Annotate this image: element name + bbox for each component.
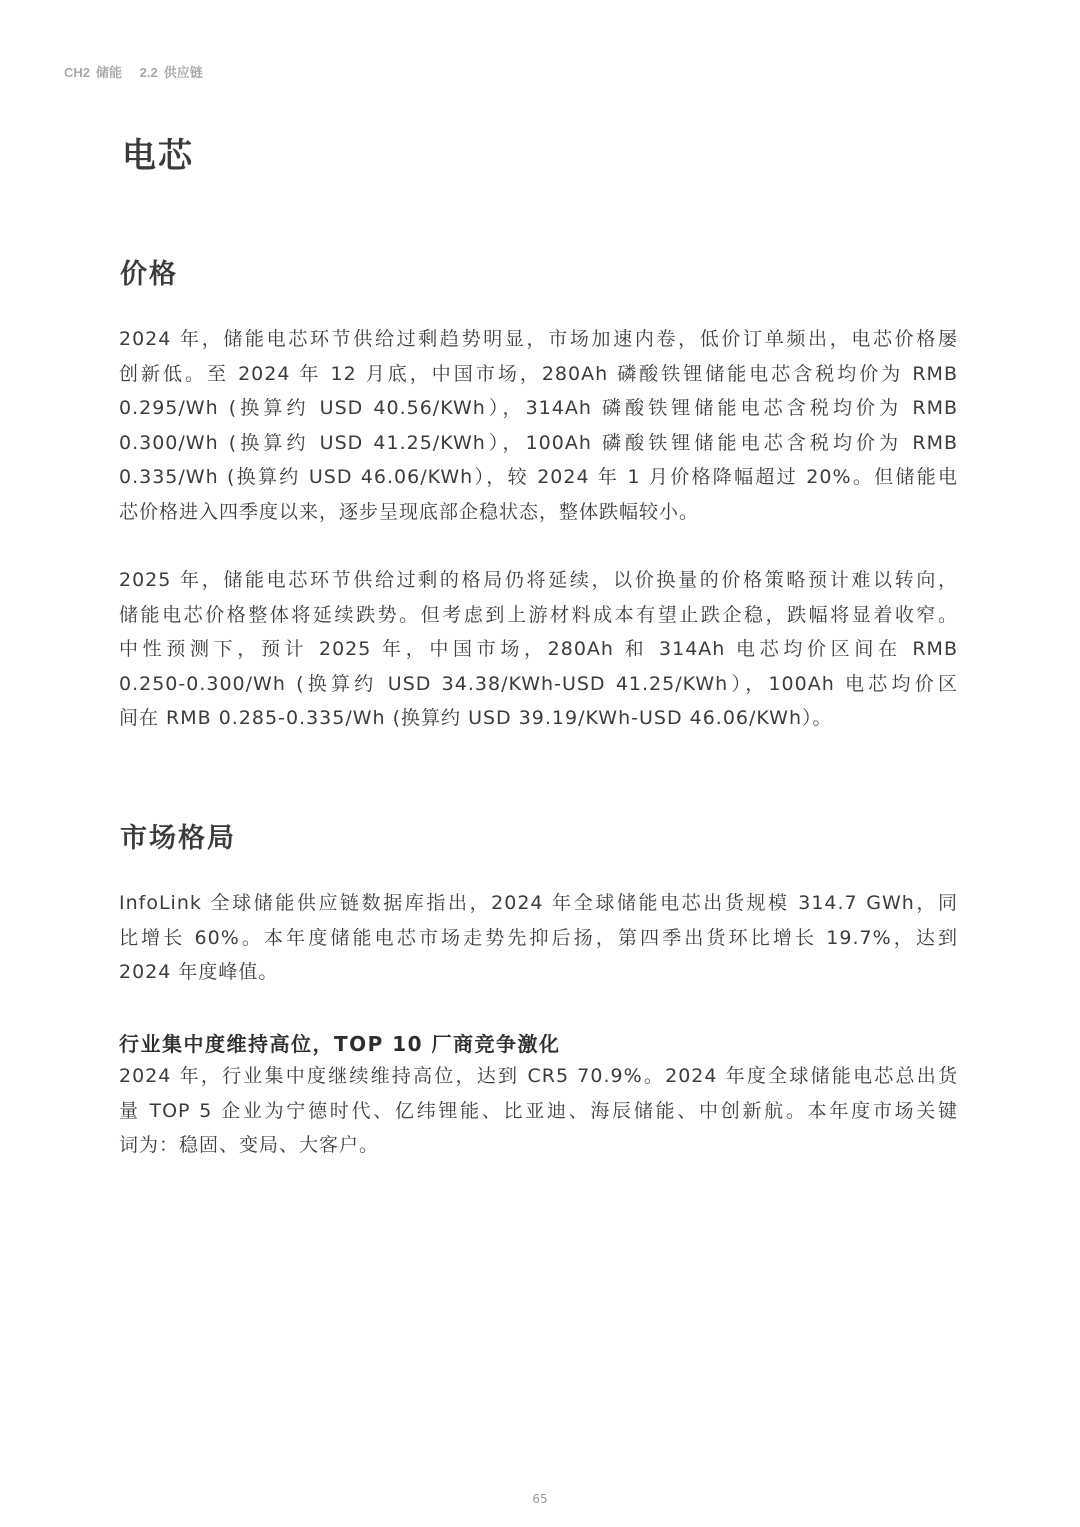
paragraph-market-1 bbox=[119, 886, 958, 990]
text-line: 储能电芯价格整体将延续跌势。但考虑到上游材料成本有望止跌企稳，跌幅将显着收窄。 bbox=[119, 603, 958, 626]
text-line: 间在 RMB 0.285-0.335/Wh (换算约 USD 39.19/KWh-USD 46.06/KWh）。 bbox=[119, 707, 833, 730]
breadcrumb-section-title: 供应链 bbox=[163, 65, 203, 80]
text-line: 量 TOP 5 企业为宁德时代、亿纬锂能、比亚迪、海辰储能、中创新航。本年度市场关键 bbox=[119, 1099, 958, 1122]
subheading-concentration: 行业集中度维持高位，TOP 10 厂商竞争激化 bbox=[119, 1032, 561, 1056]
text-line: 芯价格进入四季度以来，逐步呈现底部企稳状态，整体跌幅较小。 bbox=[119, 500, 700, 523]
paragraph-price-1 bbox=[119, 322, 958, 530]
text-line: 2024 年，储能电芯环节供给过剩趋势明显，市场加速内卷，低价订单频出，电芯价格屡 bbox=[119, 328, 958, 350]
page-number: 65 bbox=[532, 1492, 548, 1506]
breadcrumb bbox=[64, 62, 217, 81]
text-line: 创新低。至 2024 年 12 月底，中国市场，280Ah 磷酸铁锂储能电芯含税均价为 RMB bbox=[119, 362, 958, 385]
text-line: 0.335/Wh (换算约 USD 46.06/KWh），较 2024 年 1 月价格降幅超过 20%。但储能电 bbox=[119, 466, 958, 489]
breadcrumb-chapter-title: 储能 bbox=[96, 65, 123, 80]
text-line: 2024 年，行业集中度继续维持高位，达到 CR5 70.9%。2024 年度全球储能电芯总出货 bbox=[119, 1065, 958, 1087]
section-heading-market: 市场格局 bbox=[120, 823, 236, 854]
paragraph-concentration bbox=[119, 1059, 958, 1163]
text-line: 比增长 60%。本年度储能电芯市场走势先抑后扬，第四季出货环比增长 19.7%，达到 bbox=[119, 926, 958, 949]
text-line: 2025 年，储能电芯环节供给过剩的格局仍将延续，以价换量的价格策略预计难以转向， bbox=[119, 569, 958, 591]
text-line: 词为：稳固、变局、大客户。 bbox=[119, 1134, 380, 1157]
text-line: 0.295/Wh (换算约 USD 40.56/KWh），314Ah 磷酸铁锂储能电芯含税均价为 RMB bbox=[119, 397, 958, 420]
page-title: 电芯 bbox=[122, 136, 194, 176]
text-line: 0.300/Wh (换算约 USD 41.25/KWh），100Ah 磷酸铁锂储能电芯含税均价为 RMB bbox=[119, 431, 958, 454]
text-line: 中性预测下，预计 2025 年，中国市场，280Ah 和 314Ah 电芯均价区间在 RMB bbox=[119, 638, 958, 661]
breadcrumb-section: 2.2 bbox=[139, 65, 158, 80]
text-line: InfoLink 全球储能供应链数据库指出，2024 年全球储能电芯出货规模 314.7 GWh，同 bbox=[119, 892, 958, 914]
text-line: 2024 年度峰值。 bbox=[119, 961, 279, 984]
text-line: 0.250-0.300/Wh (换算约 USD 34.38/KWh-USD 41.25/KWh），100Ah 电芯均价区 bbox=[119, 672, 958, 695]
breadcrumb-chapter: CH2 bbox=[64, 65, 91, 80]
section-heading-price: 价格 bbox=[120, 259, 178, 290]
paragraph-price-2 bbox=[119, 563, 958, 736]
